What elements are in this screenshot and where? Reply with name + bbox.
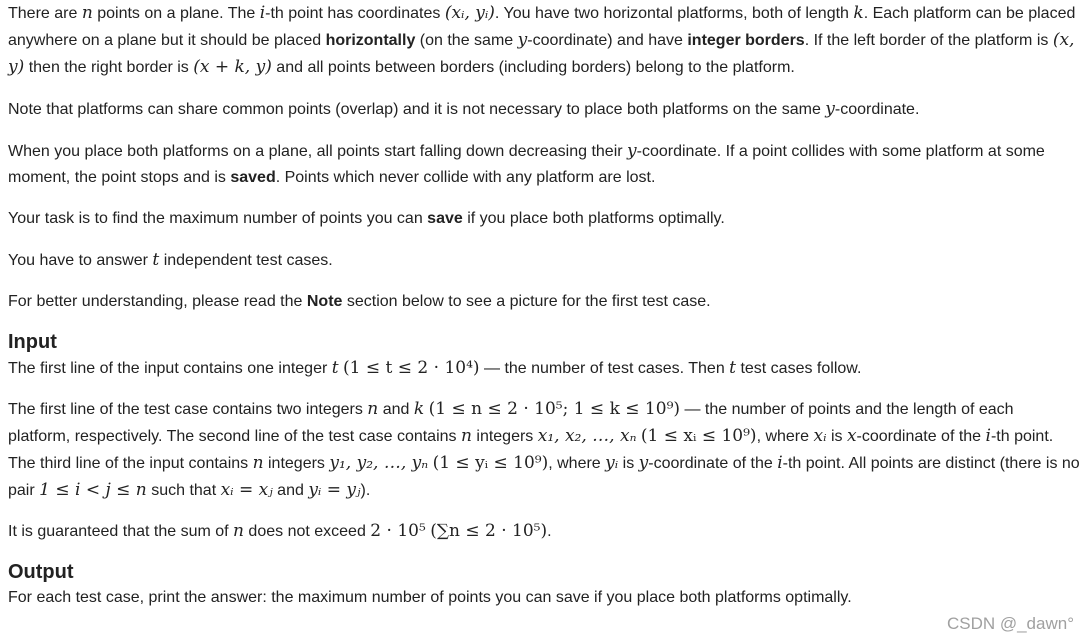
math-i: i <box>985 426 991 446</box>
math-y: y <box>638 453 649 473</box>
text: The first line of the input contains one integer <box>8 360 332 377</box>
text: Your task is to find the maximum number of points you can <box>8 210 428 227</box>
math-t: t <box>729 358 736 378</box>
math-y: y <box>627 141 637 161</box>
text: -coordinate. <box>834 101 920 118</box>
math-i: i <box>777 453 783 473</box>
math-t-range: (1 ≤ t ≤ 2 · 10⁴) <box>343 358 480 378</box>
problem-statement <box>8 0 1080 611</box>
text: (on the same <box>415 32 518 49</box>
text: -th point. All points are distinct (there is no pair <box>8 455 1080 499</box>
math-t: t <box>152 250 160 270</box>
math-n: n <box>252 453 264 473</box>
text: is <box>826 428 847 445</box>
text: integers <box>263 455 330 472</box>
math-right-border: (x + k, y) <box>193 57 272 77</box>
text: if you place both platforms optimally. <box>462 210 725 227</box>
math-y-equal: yᵢ = yⱼ <box>308 480 361 500</box>
text: . You have two horizontal platforms, both of length <box>494 5 854 22</box>
text: You have to answer <box>8 252 153 269</box>
text: -coordinate of the <box>856 428 986 445</box>
math-limit: 2 · 10⁵ <box>370 521 426 541</box>
math-x: x <box>846 426 857 446</box>
output-heading: Output <box>8 561 74 583</box>
text: does not exceed <box>243 523 371 540</box>
text: , where <box>548 455 606 472</box>
math-n: n <box>460 426 472 446</box>
math-coordinates: (xᵢ, yᵢ) <box>444 3 495 23</box>
math-k: k <box>853 3 864 23</box>
statement-paragraph-3 <box>8 138 1080 191</box>
math-left-border: (x, y) <box>8 30 1075 77</box>
math-y-range: (1 ≤ yᵢ ≤ 10⁹) <box>432 453 549 473</box>
math-x-range: (1 ≤ xᵢ ≤ 10⁹) <box>640 426 757 446</box>
statement-paragraph-5 <box>8 247 1080 274</box>
input-paragraph-3 <box>8 518 1080 545</box>
text: and all points between borders (including borders) belong to the platform. <box>271 59 795 76</box>
text: -th point. The third line of the input contains <box>8 428 1054 472</box>
math-i: i <box>259 3 266 23</box>
text: — the number of points and the length of each platform, respectively. The second line of the test case contains <box>8 401 1014 445</box>
input-paragraph-1 <box>8 355 1080 382</box>
math-y: y <box>825 99 835 119</box>
bold-note: Note <box>306 293 343 310</box>
text: and <box>378 401 414 418</box>
math-y-list: y₁, y₂, …, yₙ <box>329 453 429 473</box>
text: Note that platforms can share common points (overlap) and it is not necessary to place both platforms on the same <box>8 101 826 118</box>
bold-saved: saved <box>230 169 276 186</box>
statement-paragraph-2 <box>8 96 1080 123</box>
text: points on a plane. The <box>92 5 260 22</box>
text: -coordinate of the <box>648 455 778 472</box>
text: . If the left border of the platform is <box>804 32 1053 49</box>
statement-paragraph-4 <box>8 206 1080 232</box>
text: For better understanding, please read the <box>8 293 307 310</box>
math-xi: xᵢ <box>813 426 827 446</box>
text: ). <box>360 482 371 499</box>
math-pair: 1 ≤ i < j ≤ n <box>39 480 147 500</box>
bold-horizontally: horizontally <box>325 32 416 49</box>
text: independent test cases. <box>159 252 333 269</box>
math-y: y <box>517 30 528 50</box>
bold-integer-borders: integer borders <box>687 32 805 49</box>
text: -coordinate. If a point collides with some platform at some moment, the point stops and is <box>8 143 1045 186</box>
text: -coordinate) and have <box>527 32 688 49</box>
text: is <box>618 455 639 472</box>
text: There are <box>8 5 82 22</box>
statement-paragraph-6 <box>8 289 1080 315</box>
text: -th point has coordinates <box>265 5 445 22</box>
math-n: n <box>81 3 93 23</box>
bold-save: save <box>427 210 463 227</box>
text: integers <box>471 428 538 445</box>
text: and <box>272 482 309 499</box>
text: When you place both platforms on a plane, all points start falling down decreasing their <box>8 143 628 160</box>
text: . Points which never collide with any platform are lost. <box>275 169 656 186</box>
math-x-list: x₁, x₂, …, xₙ <box>537 426 637 446</box>
output-paragraph: For each test case, print the answer: the maximum number of points you can save if you place both platforms optimally. <box>8 589 852 606</box>
input-paragraph-2 <box>8 396 1080 504</box>
math-nk-range: (1 ≤ n ≤ 2 · 10⁵; 1 ≤ k ≤ 10⁹) <box>428 399 681 419</box>
text: then the right border is <box>24 59 194 76</box>
math-x-equal: xᵢ = xⱼ <box>220 480 273 500</box>
text: . <box>547 523 552 540</box>
text: section below to see a picture for the first test case. <box>342 293 711 310</box>
text: such that <box>146 482 221 499</box>
math-n: n <box>233 521 244 541</box>
math-k: k <box>413 399 425 419</box>
math-sum: (∑n ≤ 2 · 10⁵) <box>430 521 548 541</box>
statement-paragraph-1 <box>8 0 1080 81</box>
csdn-watermark: CSDN @_dawn° <box>946 614 1074 633</box>
text: test cases follow. <box>736 360 862 377</box>
text: , where <box>756 428 814 445</box>
text: It is guaranteed that the sum of <box>8 523 234 540</box>
input-heading: Input <box>8 331 57 353</box>
text: — the number of test cases. Then <box>479 360 730 377</box>
math-yi: yᵢ <box>605 453 619 473</box>
text: . Each platform can be placed anywhere on a plane but it should be placed <box>8 5 1076 49</box>
math-t: t <box>331 358 339 378</box>
text: The first line of the test case contains two integers <box>8 401 368 418</box>
math-n: n <box>367 399 379 419</box>
